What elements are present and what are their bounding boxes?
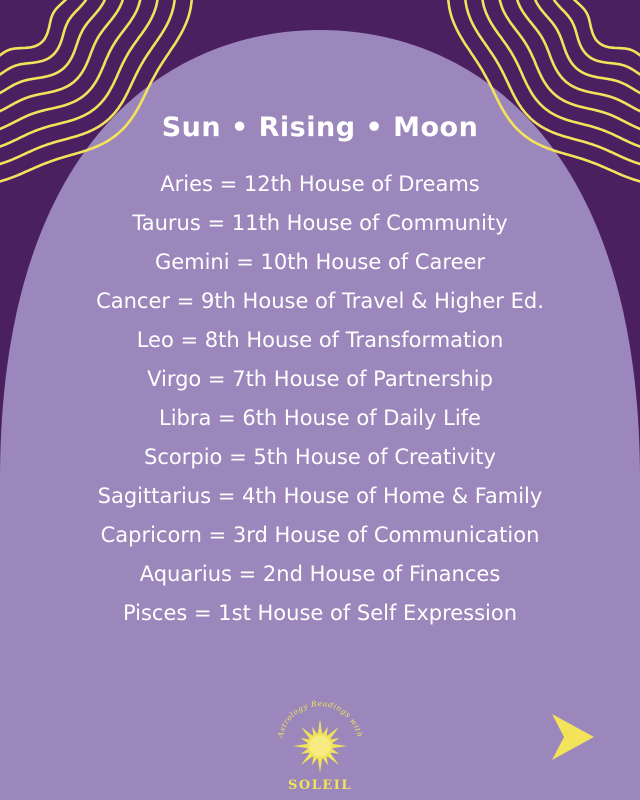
list-item: Aries = 12th House of Dreams (160, 172, 480, 196)
sun-ray (331, 744, 347, 749)
list-item: Cancer = 9th House of Travel & Higher Ed. (96, 289, 544, 313)
play-arrow-icon[interactable] (548, 712, 596, 762)
list-item: Aquarius = 2nd House of Finances (139, 562, 501, 586)
sun-icon (293, 719, 347, 773)
list-item: Sagittarius = 4th House of Home & Family (97, 484, 543, 508)
list-item: Leo = 8th House of Transformation (136, 328, 504, 352)
list-item: Libra = 6th House of Daily Life (159, 406, 481, 430)
list-item: Capricorn = 3rd House of Communication (100, 523, 540, 547)
list-item: Virgo = 7th House of Partnership (147, 367, 493, 391)
sun-ray (293, 744, 309, 749)
logo-brand-text: SOLEIL (288, 778, 352, 793)
logo-arc-text: Astrology Readings with (275, 698, 365, 739)
soleil-logo (264, 688, 376, 800)
list-item: Pisces = 1st House of Self Expression (122, 601, 518, 625)
list-item: Gemini = 10th House of Career (154, 250, 486, 274)
list-item: Taurus = 11th House of Community (132, 211, 508, 235)
sun-ray (318, 719, 323, 735)
sun-ray (318, 757, 323, 773)
list-item: Scorpio = 5th House of Creativity (144, 445, 496, 469)
sign-house-list (0, 165, 640, 633)
page-title: Sun • Rising • Moon (161, 112, 479, 143)
